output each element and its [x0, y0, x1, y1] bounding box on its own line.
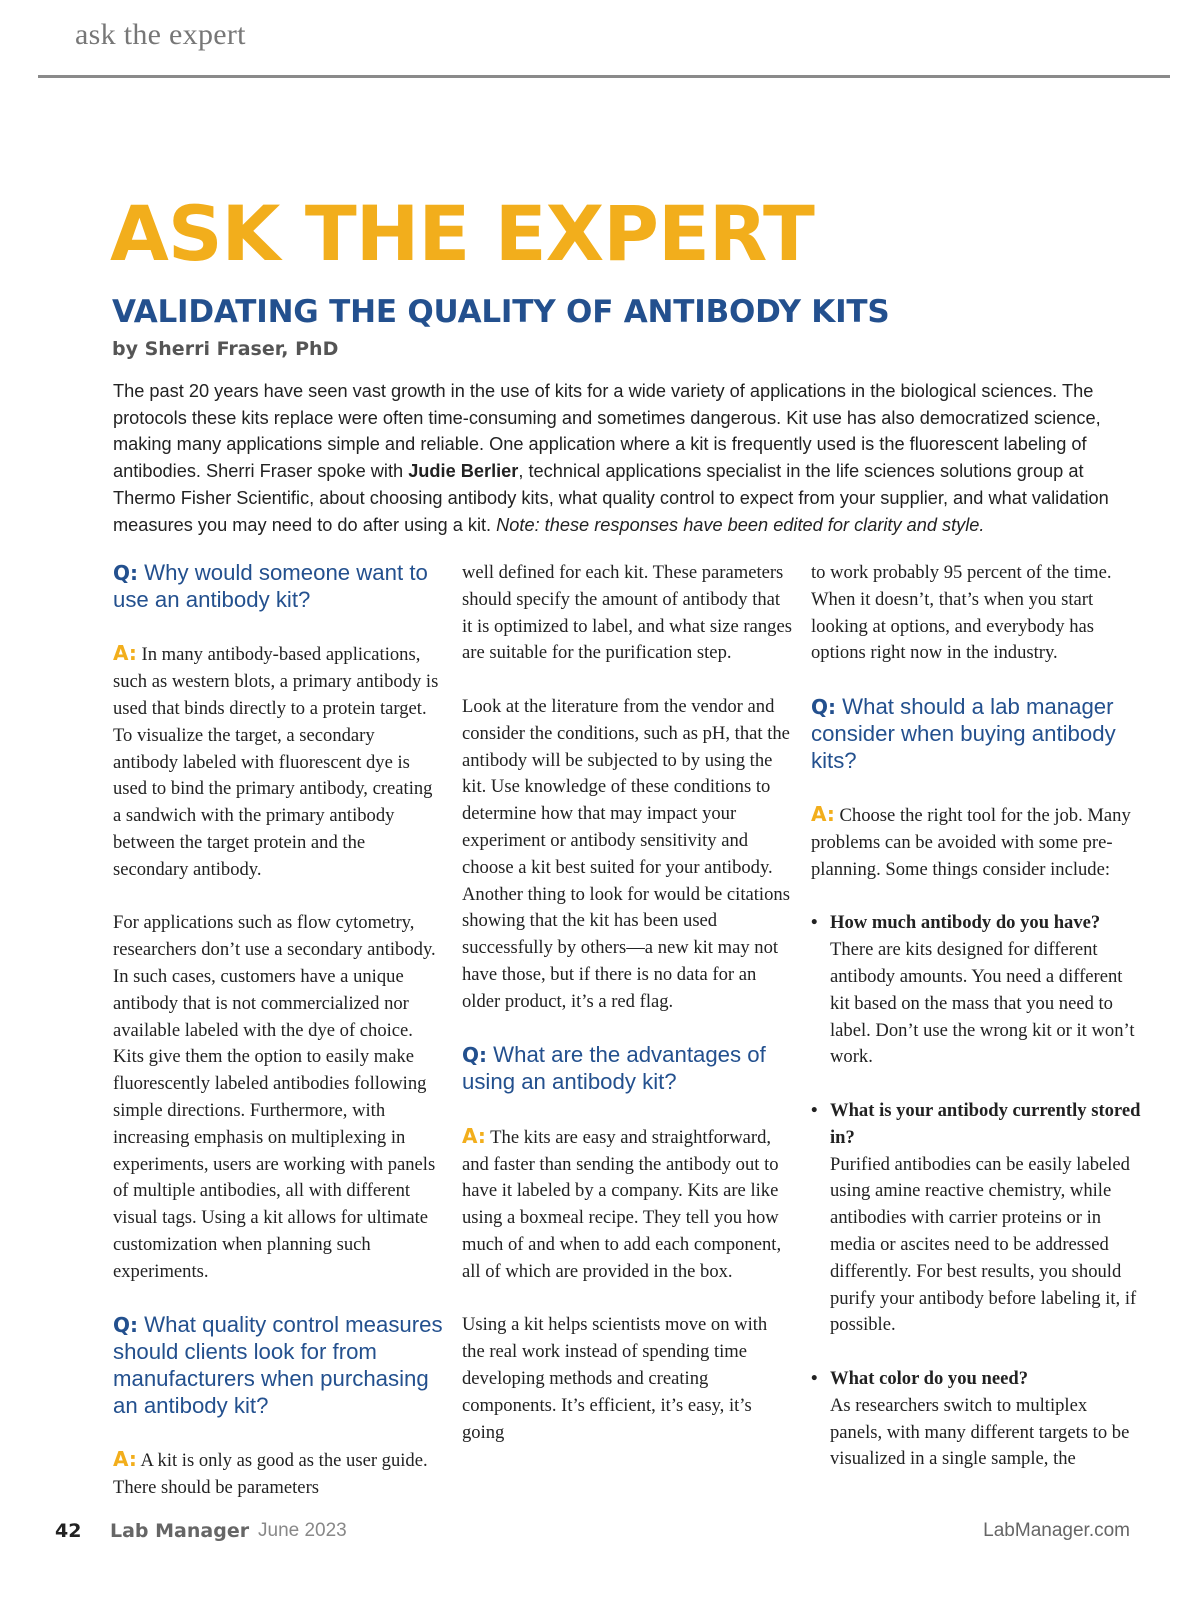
answer-label: A: [113, 641, 137, 666]
answer-label: A: [462, 1123, 486, 1148]
editorial-note: Note: these responses have been edited for clarity and style. [496, 514, 985, 535]
question-label: Q: [811, 694, 836, 719]
expert-name: Judie Berlier [408, 461, 519, 482]
paragraph: to work probably 95 percent of the time. When it doesn’t, that’s when you start looking at options, and everybody has options right now in the industry. [811, 562, 1112, 664]
question-4 [811, 694, 1141, 774]
paragraph: Using a kit helps scientists move on with the real work instead of spending time developing methods and creating components. It’s efficient, it’s easy, it’s going [462, 1314, 768, 1443]
running-head: ask the expert [75, 18, 246, 51]
answer-1 [113, 640, 443, 883]
header-rule [38, 75, 1170, 78]
question-label: Q: [113, 1313, 138, 1338]
answer-text: A kit is only as good as the user guide. There should be parameters [113, 1450, 428, 1499]
intro-text-1: The past 20 years have seen vast growth in the use of kits for a wide variety of applications in the biological sciences. The protocols these kits replace were often time-consuming and sometimes dangerous. Kit use has also democratized science, making many applications simple and reliable. One application where a kit is frequently used is the fluorescent labeling of antibodies. Sherri Fraser spoke with [113, 381, 1101, 482]
paragraph: Look at the literature from the vendor and consider the conditions, such as pH, that the antibody will be subjected to by using the kit. Use knowledge of these conditions to determine how that may impact your experiment or antibody sensitivity and choose a kit best suited for your antibody. Another thing to look for would be citations showing that the kit has been used successfully by others—a new kit may not have those, but if there is no data for an older product, it’s a red flag. [462, 695, 790, 1012]
bullet-question: • What is your antibody currently stored in? [830, 1099, 1141, 1148]
question-2 [113, 1312, 443, 1419]
answer-text: The kits are easy and straightforward, and faster than sending the antibody out to have it labeled by a company. Kits are like using a boxmeal recipe. They tell you how much of and when to add each component, all of which are provided in the box. [462, 1126, 782, 1282]
bullet-text: Purified antibodies can be easily labeled using amine reactive chemistry, while antibodies with carrier proteins or in media or ascites need to be addressed differently. For best results, you should purify your antibody before labeling it, if possible. [830, 1153, 1137, 1336]
list-item [811, 910, 1141, 1071]
question-text: What should a lab manager consider when buying antibody kits? [811, 693, 1116, 773]
bullet-text: There are kits designed for different antibody amounts. You need a different kit based on the mass that you need to label. Don’t use the wrong kit or it won’t work. [830, 939, 1135, 1068]
paragraph: well defined for each kit. These parameters should specify the amount of antibody that it is optimized to label, and what size ranges are suitable for the purification step. [462, 562, 792, 664]
answer-4 [811, 801, 1141, 883]
answer-3 [462, 1123, 792, 1286]
answer-label: A: [811, 802, 835, 827]
page-number: 42 [55, 1520, 82, 1542]
article-subtitle: VALIDATING THE QUALITY OF ANTIBODY KITS [112, 294, 890, 330]
bullet-text: As researchers switch to multiplex panels, with many different targets to be visualized in a single sample, the [830, 1394, 1130, 1470]
byline: by Sherri Fraser, PhD [112, 338, 339, 360]
answer-2 [113, 1446, 443, 1502]
column-3 [811, 560, 1141, 1500]
question-label: Q: [113, 561, 138, 585]
question-1 [113, 560, 443, 614]
question-text: What are the advantages of using an antibody kit? [462, 1042, 766, 1095]
column-1 [113, 560, 443, 1529]
answer-text: In many antibody-based applications, such as western blots, a primary antibody is used that binds directly to a protein target. To visualize the target, a secondary antibody labeled with fluorescent dye is used to bind the primary antibody, creating a sandwich with the primary antibody between the target protein and the secondary antibody. [113, 644, 439, 880]
considerations-list [811, 910, 1141, 1473]
bullet-question: • How much antibody do you have? [830, 912, 1101, 934]
list-item [811, 1366, 1141, 1473]
bullet-question: • What color do you need? [830, 1367, 1029, 1389]
column-2 [462, 560, 792, 1473]
list-item [811, 1098, 1141, 1339]
question-text: What quality control measures should clients look for from manufacturers when purchasing an antibody kit? [113, 1312, 443, 1418]
intro-paragraph [113, 378, 1123, 538]
website-link[interactable]: LabManager.com [983, 1520, 1130, 1541]
question-label: Q: [462, 1043, 487, 1068]
paragraph: For applications such as flow cytometry, researchers don’t use a secondary antibody. In such cases, customers have a unique antibody that is not commercialized nor available labeled with the dye of choice. Kits give them the option to easily make fluorescently labeled antibodies following simple directions. Furthermore, with increasing emphasis on multiplexing in experiments, users are working with panels of multiple antibodies, all with different visual tags. Using a kit allows for ultimate customization when planning such experiments. [113, 912, 436, 1282]
magazine-name: Lab Manager [110, 1520, 250, 1542]
article-title: ASK THE EXPERT [110, 189, 814, 278]
answer-label: A: [113, 1447, 137, 1472]
intro-text-2: , technical applications specialist in the life sciences solutions group at Thermo Fisher Scientific, about choosing antibody kits, what quality control to expect from your supplier, and what validation measures you may need to do after using a kit. [113, 461, 1109, 535]
answer-text: Choose the right tool for the job. Many problems can be avoided with some pre-planning. Some things consider include: [811, 805, 1131, 880]
issue-date: June 2023 [258, 1520, 347, 1541]
question-text: Why would someone want to use an antibody kit? [113, 560, 428, 612]
question-3 [462, 1042, 792, 1096]
